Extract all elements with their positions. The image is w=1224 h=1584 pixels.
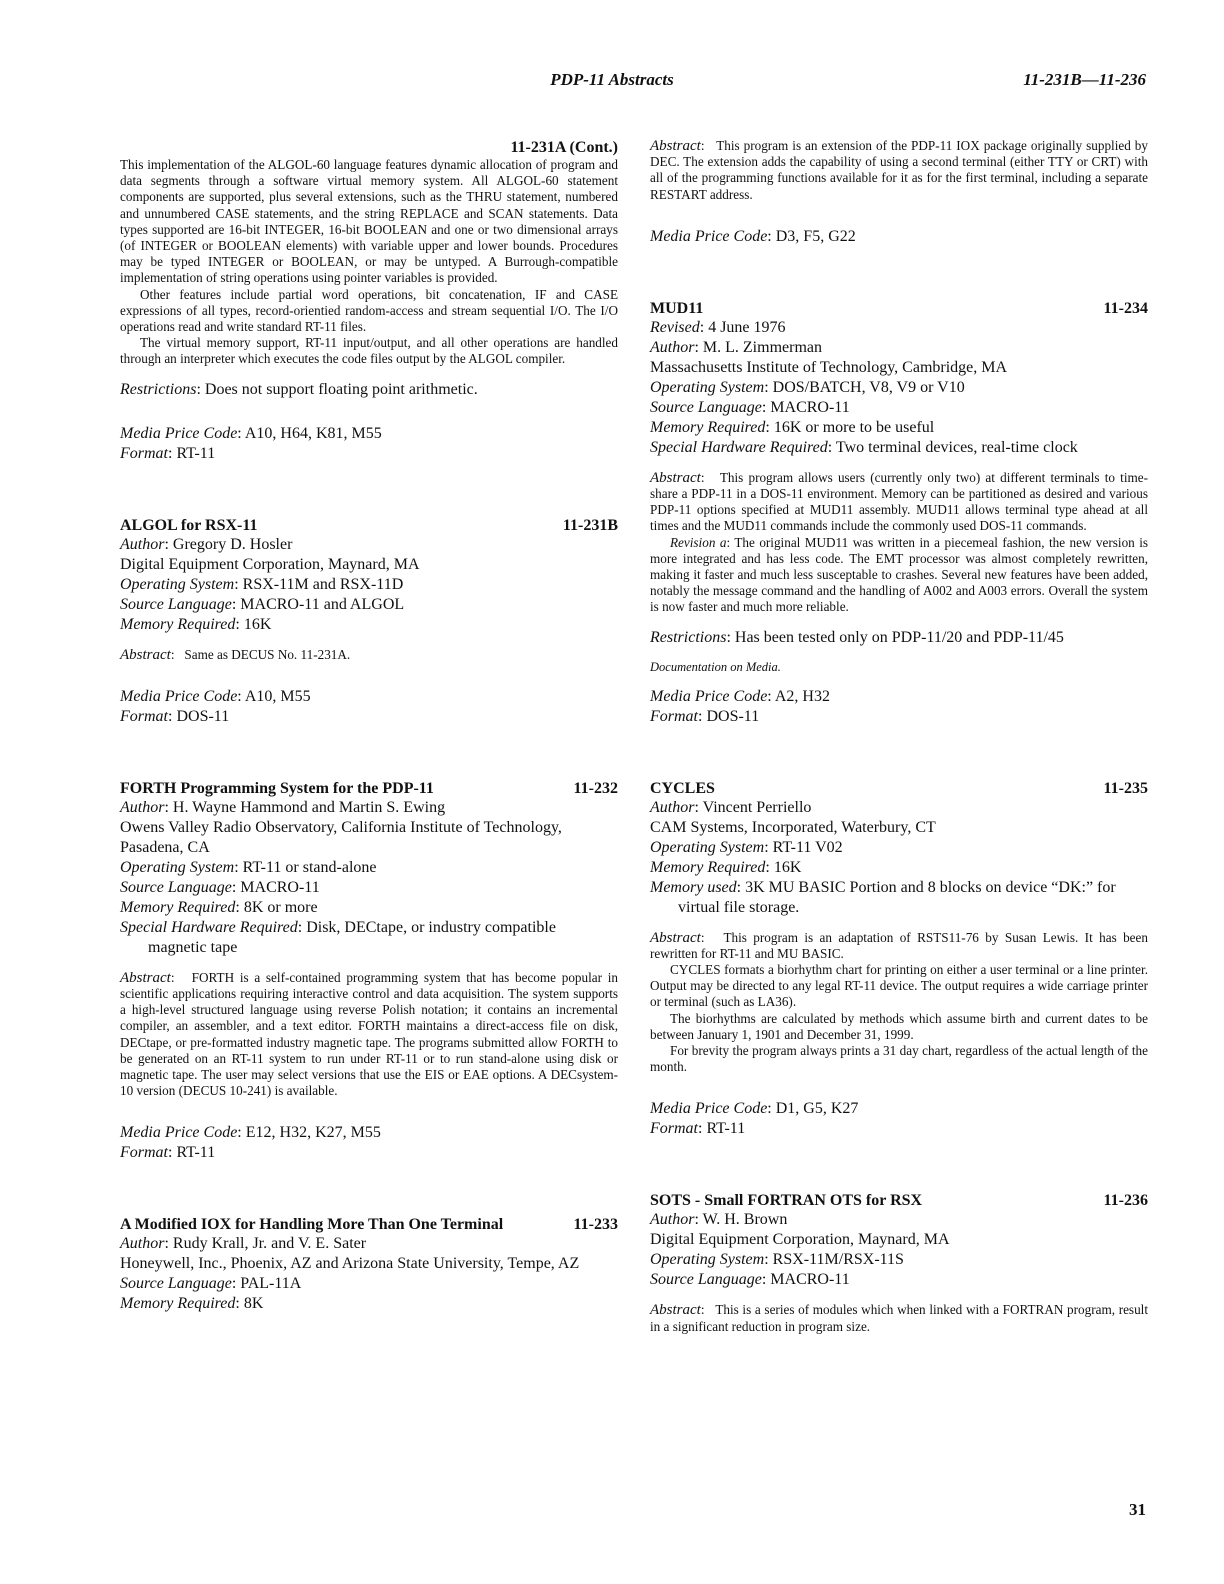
value: MACRO-11 <box>770 1271 850 1289</box>
entry-header-forth <box>120 779 618 798</box>
author-line: Author: Gregory D. Hosler <box>120 535 293 553</box>
media-price-line: Media Price Code: E12, H32, K27, M55 <box>120 1124 381 1142</box>
author-line: Author: Vincent Perriello <box>650 798 812 816</box>
os-line: Operating System: RSX-11M and RSX-11D <box>120 575 404 593</box>
value: MACRO-11 and ALGOL <box>240 595 405 613</box>
value: Vincent Perriello <box>702 798 812 816</box>
hardware-line: Special Hardware Required: Disk, DECtape, or industry compatible magnetic tape <box>120 918 556 956</box>
label: Author <box>120 1235 165 1253</box>
value: W. H. Brown <box>702 1211 788 1229</box>
entry-header-sots <box>650 1191 1148 1210</box>
value: 3K MU BASIC Portion and 8 blocks on device “DK:” for virtual file storage. <box>678 878 1116 916</box>
value: RT-11 <box>706 1120 746 1138</box>
header-range: 11-231B—11-236 <box>1023 70 1146 89</box>
label: Operating System <box>650 378 765 396</box>
label: Abstract <box>650 1302 701 1319</box>
value: Gregory D. Hosler <box>172 535 293 553</box>
value: RT-11 V02 <box>772 838 843 856</box>
affiliation: Owens Valley Radio Observatory, California Institute of Technology, Pasadena, CA <box>120 818 562 856</box>
value: This program is an adaptation of RSTS11-76 by Susan Lewis. It has been rewritten for RT-11 and MU BASIC. <box>650 929 1148 961</box>
os-line: Operating System: DOS/BATCH, V8, V9 or V10 <box>650 378 965 396</box>
label: Operating System <box>120 575 235 593</box>
algol-abstract-continued <box>120 157 618 368</box>
value: 16K or more to be useful <box>773 418 935 436</box>
abstract: Abstract: Same as DECUS No. 11-231A. <box>120 646 351 663</box>
entry-header-iox <box>120 1215 618 1234</box>
label: Source Language <box>650 1271 762 1289</box>
label: Media Price Code <box>120 687 238 705</box>
page-number: 31 <box>1129 1500 1146 1519</box>
label: Restrictions <box>650 628 727 646</box>
value: This is a series of modules which when linked with a FORTRAN program, result in a significant reduction in program size. <box>650 1302 1148 1334</box>
os-line: Operating System: RT-11 V02 <box>650 838 843 856</box>
entry-title: ALGOL for RSX-11 <box>120 516 258 534</box>
abstract: Abstract: This is a series of modules which when linked with a FORTRAN program, result in a significant reduction in program size. <box>650 1302 1148 1334</box>
value: A2, H32 <box>774 687 830 705</box>
label: Source Language <box>120 595 232 613</box>
label: Author <box>650 338 695 356</box>
label: Restrictions <box>120 380 197 398</box>
affiliation: Massachusetts Institute of Technology, Cambridge, MA <box>650 358 1008 376</box>
value: Disk, DECtape, or industry compatible magnetic tape <box>148 918 556 956</box>
label: Special Hardware Required <box>650 438 828 456</box>
value: 4 June 1976 <box>708 318 786 336</box>
value: RT-11 <box>176 444 216 462</box>
media-price-line: Media Price Code: D1, G5, K27 <box>650 1100 859 1118</box>
label: Author <box>120 535 165 553</box>
value: Does not support floating point arithmetic. <box>204 380 478 398</box>
label: Format <box>650 707 698 725</box>
format-line: Format: DOS-11 <box>120 707 230 725</box>
right-column <box>650 138 1148 1335</box>
memory-used-line: Memory used: 3K MU BASIC Portion and 8 blocks on device “DK:” for virtual file storage. <box>650 878 1116 916</box>
entry-number: 11-236 <box>1103 1192 1148 1210</box>
running-header: PDP-11 Abstracts <box>550 70 674 89</box>
label: Memory Required <box>650 858 766 876</box>
memory-line: Memory Required: 16K <box>120 615 272 633</box>
entry-number: 11-234 <box>1103 299 1148 317</box>
media-price-line: Media Price Code: A2, H32 <box>650 687 830 705</box>
entry-title: FORTH Programming System for the PDP-11 <box>120 779 434 797</box>
paragraph: The virtual memory support, RT-11 input/output, and all other operations are handled through an interpreter which executes the code files output by the ALGOL compiler. <box>120 335 618 367</box>
value: Rudy Krall, Jr. and V. E. Sater <box>172 1235 367 1253</box>
value: DOS-11 <box>176 707 230 725</box>
entry-title: SOTS - Small FORTRAN OTS for RSX <box>650 1192 923 1210</box>
language-line: Source Language: MACRO-11 <box>650 1271 850 1289</box>
format-line: Format: RT-11 <box>650 1120 746 1138</box>
label: Memory used <box>650 878 737 896</box>
value: DOS/BATCH, V8, V9 or V10 <box>772 378 965 396</box>
paragraph: This implementation of the ALGOL-60 language features dynamic allocation of program and data segments through a software virtual memory system. All ALGOL-60 statement components are supported, plus several extensions, such as the THRU statement, numbered and unnumbered CASE statements, and the string REPLACE and SCAN statements. Data types supported are 16-bit INTEGER, 16-bit BOOLEAN and one or two dimensional arrays (of INTEGER or BOOLEAN elements) with variable upper and lower bounds. Procedures may be typed INTEGER or BOOLEAN, or may be untyped. A Burrough-compatible implementation of string operations using pointer variables is provided. <box>120 157 618 286</box>
label: Operating System <box>650 838 765 856</box>
memory-line: Memory Required: 16K or more to be useful <box>650 418 935 436</box>
label: Revision a <box>670 534 727 550</box>
iox-abstract: Abstract: This program is an extension of the PDP-11 IOX package originally supplied by DEC. The extension adds the capability of using a second terminal (either TTY or CRT) with all of the programming functions available for it as for the first terminal, including a separate RESTART address. <box>650 138 1148 202</box>
author-line: Author: H. Wayne Hammond and Martin S. Ewing <box>120 798 446 816</box>
author-line: Author: Rudy Krall, Jr. and V. E. Sater <box>120 1235 367 1253</box>
value: MACRO-11 <box>240 878 320 896</box>
label: Abstract <box>650 138 701 154</box>
label: Media Price Code <box>120 424 238 442</box>
label: Memory Required <box>120 898 236 916</box>
value: 16K <box>773 858 802 876</box>
label: Special Hardware Required <box>120 918 298 936</box>
entry-header-mud11 <box>650 299 1148 318</box>
label: Memory Required <box>120 1295 236 1313</box>
label: Format <box>120 1144 168 1162</box>
paragraph: Revision a: The original MUD11 was written in a piecemeal fashion, the new version is more integrated and has less code. The EMT processor was almost completely rewritten, making it faster and much less susceptable to crashes. Several new features have been added, notably the message command and the handling of A002 and A003 errors. Overall the system is now faster and much more reliable. <box>650 534 1148 615</box>
entry-number: 11-235 <box>1103 779 1148 797</box>
language-line: Source Language: MACRO-11 <box>650 398 850 416</box>
value: D1, G5, K27 <box>775 1100 859 1118</box>
value: This program is an extension of the PDP-11 IOX package originally supplied by DEC. The extension adds the capability of using a second terminal (either TTY or CRT) with all of the programming functions available for it as for the first terminal, including a separate RESTART address. <box>650 138 1148 202</box>
value: PAL-11A <box>240 1275 302 1293</box>
author-line: Author: W. H. Brown <box>650 1211 788 1229</box>
value: E12, H32, K27, M55 <box>245 1124 381 1142</box>
label: Operating System <box>120 858 235 876</box>
abstract: Abstract: FORTH is a self-contained programming system that has become popular in scientific applications requiring interactive control and data acquisition. The system supports a high-level structured language using reverse Polish notation; it contains an incremental compiler, an assembler, and a text editor. FORTH maintains a direct-access file on disk, DECtape, or pre-formatted industry magnetic tape. The programs submitted allow FORTH to be generated on an RT-11 system to run under RT-11 or to run stand-alone using disk or magnetic tape. The user may select versions that use the EIS or EAE options. A DECsystem-10 version (DECUS 10-241) is available. <box>120 969 618 1099</box>
format-line: Format: DOS-11 <box>650 707 760 725</box>
value: The original MUD11 was written in a piecemeal fashion, the new version is more integrated and has less code. The EMT processor was almost completely rewritten, making it faster and much less susceptable to crashes. Several new features have been added, notably the message command and the handling of A002 and A003 errors. Overall the system is now faster and much more reliable. <box>650 534 1148 615</box>
value: Has been tested only on PDP-11/20 and PDP-11/45 <box>734 628 1064 646</box>
restrictions-line: Restrictions: Does not support floating point arithmetic. <box>120 380 478 398</box>
affiliation: Digital Equipment Corporation, Maynard, MA <box>650 1231 950 1249</box>
value: MACRO-11 <box>770 398 850 416</box>
label: Author <box>650 798 695 816</box>
label: Media Price Code <box>650 1100 768 1118</box>
value: 16K <box>243 615 272 633</box>
entry-title: A Modified IOX for Handling More Than One Terminal <box>120 1216 504 1234</box>
paragraph: Abstract: This program is an adaptation of RSTS11-76 by Susan Lewis. It has been rewritten for RT-11 and MU BASIC. <box>650 929 1148 961</box>
label: Revised <box>650 318 700 336</box>
value: A10, H64, K81, M55 <box>244 424 382 442</box>
label: Media Price Code <box>650 687 768 705</box>
label: Format <box>120 444 168 462</box>
label: Source Language <box>120 1275 232 1293</box>
value: RT-11 <box>176 1144 216 1162</box>
paragraph: For brevity the program always prints a 31 day chart, regardless of the actual length of the month. <box>650 1043 1148 1075</box>
value: A10, M55 <box>244 687 311 705</box>
label: Source Language <box>120 878 232 896</box>
label: Memory Required <box>120 615 236 633</box>
paragraph: The biorhythms are calculated by methods which assume birth and current dates to be between January 1, 1901 and December 31, 1999. <box>650 1010 1148 1042</box>
revised-line: Revised: 4 June 1976 <box>650 318 786 336</box>
value: This program allows users (currently only two) at different terminals to time-share a PDP-11 in a DOS-11 environment. Memory can be partitioned as desired and various PDP-11 options specified at MUD11 assembly. MUD11 allows terminal type ahead at all times and the MUD11 commands include the commonly used DOS-11 commands. <box>650 469 1148 534</box>
value: RSX-11M/RSX-11S <box>772 1251 904 1269</box>
format-line: Format: RT-11 <box>120 444 216 462</box>
value: 8K <box>243 1295 264 1313</box>
format-line: Format: RT-11 <box>120 1144 216 1162</box>
entry-number-11-231a-cont: 11-231A (Cont.) <box>510 139 618 156</box>
value: RT-11 or stand-alone <box>242 858 377 876</box>
memory-line: Memory Required: 16K <box>650 858 802 876</box>
label: Operating System <box>650 1251 765 1269</box>
entry-number: 11-232 <box>573 779 618 797</box>
abstract <box>650 470 1148 616</box>
os-line: Operating System: RT-11 or stand-alone <box>120 858 377 876</box>
memory-line: Memory Required: 8K <box>120 1295 264 1313</box>
entry-title: CYCLES <box>650 779 715 797</box>
affiliation: Digital Equipment Corporation, Maynard, MA <box>120 555 420 573</box>
language-line: Source Language: PAL-11A <box>120 1275 302 1293</box>
value: Same as DECUS No. 11-231A. <box>184 646 351 662</box>
affiliation: CAM Systems, Incorporated, Waterbury, CT <box>650 818 936 836</box>
label: Media Price Code <box>120 1124 238 1142</box>
value: H. Wayne Hammond and Martin S. Ewing <box>172 798 446 816</box>
author-line: Author: M. L. Zimmerman <box>650 338 822 356</box>
value: M. L. Zimmerman <box>702 338 822 356</box>
value: DOS-11 <box>706 707 760 725</box>
label: Abstract <box>120 646 171 663</box>
hardware-line: Special Hardware Required: Two terminal devices, real-time clock <box>650 438 1078 456</box>
memory-line: Memory Required: 8K or more <box>120 898 318 916</box>
entry-header-cycles <box>650 779 1148 798</box>
label: Media Price Code <box>650 227 768 245</box>
label: Format <box>120 707 168 725</box>
media-price-line: Media Price Code: A10, M55 <box>120 687 311 705</box>
paragraph: Other features include partial word operations, bit concatenation, IF and CASE expressions of all types, record-orientied random-access and stream sequential I/O. The I/O operations read and write standard RT-11 files. <box>120 286 618 335</box>
label: Abstract <box>650 929 701 946</box>
entry-number: 11-233 <box>573 1216 618 1234</box>
entry-title: MUD11 <box>650 299 704 317</box>
entry-header-algol-rsx <box>120 516 618 535</box>
value: FORTH is a self-contained programming system that has become popular in scientific applications requiring interactive control and data acquisition. The system supports a high-level structured language using reverse Polish notation; it contains an incremental compiler, an assembler, and a text editor. FORTH maintains a direct-access file on disk, DECtape, or pre-formatted industry magnetic tape. The programs submitted allow FORTH to be generated on an RT-11 system to run under RT-11 or to run stand-alone using disk or magnetic tape. The user may select versions that use the EIS or EAE options. A DECsystem-10 version (DECUS 10-241) is available. <box>120 969 618 1099</box>
label: Author <box>120 798 165 816</box>
media-price-line: Media Price Code: D3, F5, G22 <box>650 227 856 245</box>
label: Format <box>650 1120 698 1138</box>
entry-number: 11-231B <box>562 516 618 534</box>
label: Abstract <box>120 969 171 986</box>
abstract <box>650 930 1148 1076</box>
label: Author <box>650 1211 695 1229</box>
restrictions-line: Restrictions: Has been tested only on PDP-11/20 and PDP-11/45 <box>650 628 1064 646</box>
value: D3, F5, G22 <box>775 227 856 245</box>
value: Two terminal devices, real-time clock <box>835 438 1078 456</box>
label: Source Language <box>650 398 762 416</box>
os-line: Operating System: RSX-11M/RSX-11S <box>650 1251 904 1269</box>
left-column <box>120 138 618 1314</box>
documentation-note: Documentation on Media. <box>650 659 781 674</box>
label: Memory Required <box>650 418 766 436</box>
label: Abstract <box>650 469 701 486</box>
paragraph: CYCLES formats a biorhythm chart for printing on either a user terminal or a line printer. Output may be directed to any legal RT-11 device. The output requires a wide carriage printer or terminal (such as LA36). <box>650 962 1148 1010</box>
media-price-line: Media Price Code: A10, H64, K81, M55 <box>120 424 382 442</box>
affiliation: Honeywell, Inc., Phoenix, AZ and Arizona State University, Tempe, AZ <box>120 1255 580 1273</box>
language-line: Source Language: MACRO-11 and ALGOL <box>120 595 405 613</box>
value: 8K or more <box>243 898 318 916</box>
value: RSX-11M and RSX-11D <box>242 575 404 593</box>
paragraph: Abstract: This program allows users (currently only two) at different terminals to time-share a PDP-11 in a DOS-11 environment. Memory can be partitioned as desired and various PDP-11 options specified at MUD11 assembly. MUD11 allows terminal type ahead at all times and the MUD11 commands include the commonly used DOS-11 commands. <box>650 469 1148 534</box>
language-line: Source Language: MACRO-11 <box>120 878 320 896</box>
